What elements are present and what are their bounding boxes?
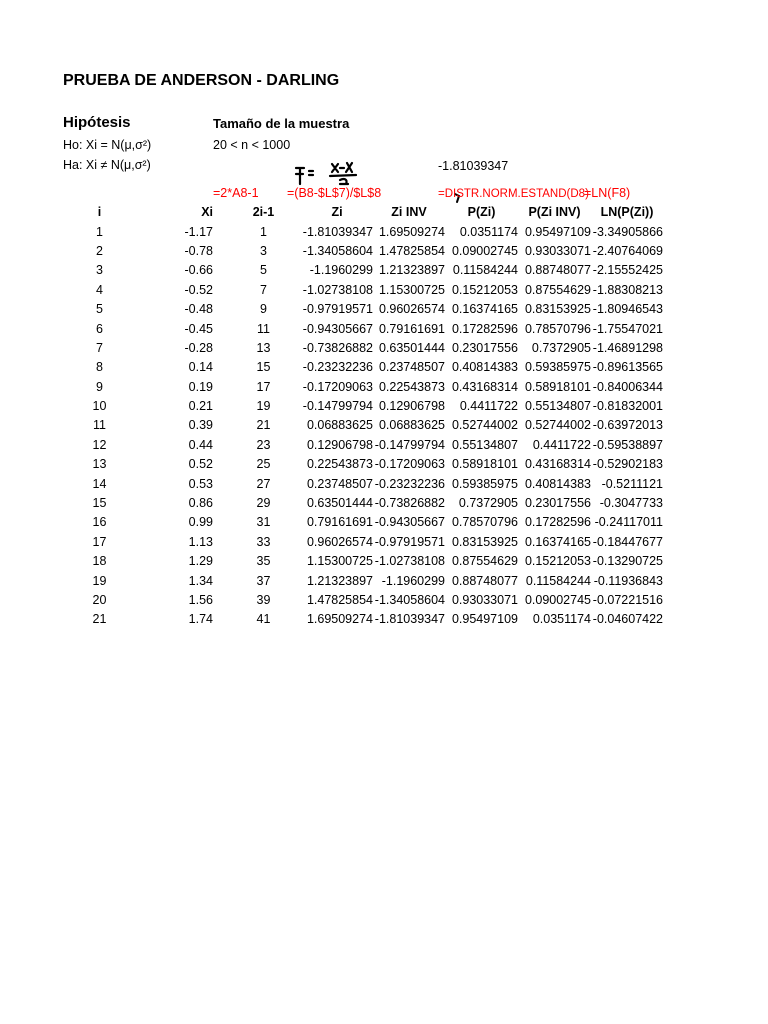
cell-p-zi: 0.23017556 <box>451 340 518 355</box>
cell-ln-p-zi: -0.13290725 <box>592 554 663 569</box>
cell-p-zi: 0.59385975 <box>451 476 518 491</box>
cell-i: 16 <box>92 515 107 530</box>
cell-ln-p-zi: -0.07221516 <box>592 593 663 607</box>
cell-2i-1: 3 <box>260 243 267 258</box>
cell-zi: 0.79161691 <box>306 515 373 530</box>
cell-p-zi: 0.93033071 <box>451 593 518 607</box>
cell-i: 18 <box>92 554 107 569</box>
cell-zi-inv: -1.34058604 <box>374 593 445 607</box>
cell-ln-p-zi: -0.89613565 <box>592 360 663 375</box>
cell-2i-1: 39 <box>256 593 271 607</box>
cell-xi: 0.21 <box>188 399 213 414</box>
cell-p-zi-inv: 0.16374165 <box>524 534 591 549</box>
cell-zi: 0.96026574 <box>306 534 373 549</box>
cell-xi: 0.86 <box>188 496 213 511</box>
table-row <box>63 358 663 377</box>
cell-xi: 1.34 <box>188 573 213 588</box>
cell-2i-1: 5 <box>260 263 267 278</box>
cell-i: 5 <box>96 302 103 317</box>
cell-xi: 1.56 <box>188 593 213 607</box>
cell-2i-1: 35 <box>256 554 271 569</box>
cell-zi-inv: 1.15300725 <box>378 282 445 297</box>
cell-ln-p-zi: -3.34905866 <box>592 224 663 239</box>
table-body <box>63 222 663 629</box>
cell-zi: 0.23748507 <box>306 476 373 491</box>
cell-2i-1: 23 <box>256 437 271 452</box>
cell-zi: 0.06883625 <box>306 418 373 433</box>
cell-i: 20 <box>92 593 107 607</box>
cell-p-zi-inv: 0.43168314 <box>524 457 591 472</box>
cell-ln-p-zi: -2.15552425 <box>592 263 663 278</box>
cell-ln-p-zi: -0.63972013 <box>592 418 663 433</box>
cell-i: 9 <box>96 379 103 394</box>
cell-i: 3 <box>96 263 103 278</box>
formula-zi: =(B8-$L$7)/$L$8 <box>287 186 382 200</box>
cell-zi: 1.21323897 <box>306 573 373 588</box>
cell-p-zi-inv: 0.52744002 <box>524 418 591 433</box>
formula-p-zi: =DISTR.NORM.ESTAND(D8) <box>438 188 589 200</box>
cell-zi-inv: -0.73826882 <box>374 496 445 511</box>
cell-i: 4 <box>96 282 103 297</box>
cell-p-zi-inv: 0.87554629 <box>524 282 591 297</box>
cell-p-zi-inv: 0.55134807 <box>524 399 591 414</box>
cell-p-zi: 0.17282596 <box>451 321 518 336</box>
cell-p-zi: 0.43168314 <box>451 379 518 394</box>
sample-size-range: 20 < n < 1000 <box>213 138 291 152</box>
cell-ln-p-zi: -0.52902183 <box>592 457 663 472</box>
null-hypothesis: Ho: Xi = N(μ,σ²) <box>63 138 152 152</box>
table-row <box>63 222 663 241</box>
cell-zi: 0.63501444 <box>306 496 373 511</box>
cell-ln-p-zi: -0.59538897 <box>592 437 663 452</box>
table-row <box>63 571 663 590</box>
cell-p-zi: 0.11584244 <box>452 263 518 278</box>
header-i: i <box>97 205 102 220</box>
cell-zi-inv: 0.63501444 <box>378 340 445 355</box>
cell-xi: 1.29 <box>188 554 213 569</box>
cell-i: 12 <box>92 437 107 452</box>
cell-2i-1: 1 <box>260 224 267 239</box>
cell-p-zi-inv: 0.09002745 <box>524 593 591 607</box>
cell-2i-1: 33 <box>256 534 271 549</box>
cell-p-zi-inv: 0.17282596 <box>524 515 591 530</box>
cell-i: 7 <box>96 340 103 355</box>
cell-xi: -0.45 <box>184 321 213 336</box>
table-row <box>63 455 663 474</box>
cell-xi: 0.99 <box>188 515 213 530</box>
cell-2i-1: 25 <box>256 457 271 472</box>
table-row <box>63 378 663 397</box>
cell-p-zi-inv: 0.7372905 <box>531 340 591 355</box>
cell-p-zi: 0.87554629 <box>451 554 518 569</box>
page-title: PRUEBA DE ANDERSON - DARLING <box>63 72 340 89</box>
cell-p-zi: 0.15212053 <box>451 282 518 297</box>
cell-p-zi-inv: 0.40814383 <box>524 476 591 491</box>
table-row <box>63 242 663 261</box>
cell-ln-p-zi: -1.75547021 <box>592 321 663 336</box>
cell-zi-inv: 1.69509274 <box>378 224 445 239</box>
sample-size-heading: Tamaño de la muestra <box>213 116 350 131</box>
anderson-darling-table <box>63 203 663 630</box>
cell-i: 14 <box>92 476 107 491</box>
formula-2i-1: =2*A8-1 <box>213 186 259 200</box>
cell-2i-1: 37 <box>256 573 271 588</box>
cell-p-zi: 0.40814383 <box>451 360 518 375</box>
cell-xi: -0.66 <box>184 263 213 278</box>
table-row <box>63 300 663 319</box>
header-p-zi: P(Zi) <box>467 205 496 220</box>
cell-2i-1: 27 <box>256 476 271 491</box>
cell-i: 15 <box>92 496 107 511</box>
cell-zi: -1.81039347 <box>302 224 373 239</box>
cell-2i-1: 41 <box>256 612 271 627</box>
header-p-zi-inv: P(Zi INV) <box>528 205 581 220</box>
cell-p-zi: 0.83153925 <box>451 534 518 549</box>
alternative-hypothesis: Ha: Xi ≠ N(μ,σ²) <box>63 158 151 172</box>
cell-p-zi: 0.4411722 <box>459 399 518 414</box>
cell-zi: 0.22543873 <box>306 457 373 472</box>
cell-zi-inv: 1.21323897 <box>378 263 445 278</box>
cell-zi: -0.17209063 <box>302 379 373 394</box>
cell-2i-1: 7 <box>260 282 267 297</box>
cell-p-zi: 0.88748077 <box>451 573 518 588</box>
cell-zi-inv: -1.1960299 <box>381 573 445 588</box>
cell-zi-inv: 0.79161691 <box>378 321 445 336</box>
cell-ln-p-zi: -0.04607422 <box>592 612 663 627</box>
cell-i: 10 <box>92 399 107 414</box>
cell-zi: -0.14799794 <box>302 399 373 414</box>
cell-2i-1: 15 <box>256 360 271 375</box>
table-row <box>63 339 663 358</box>
cell-zi-inv: 0.06883625 <box>378 418 445 433</box>
cell-p-zi-inv: 0.93033071 <box>524 243 591 258</box>
cell-2i-1: 21 <box>256 418 271 433</box>
cell-i: 6 <box>96 321 103 336</box>
cell-i: 21 <box>92 612 107 627</box>
cell-xi: -0.48 <box>184 302 213 317</box>
cell-i: 11 <box>93 418 106 433</box>
cell-xi: 1.13 <box>188 534 213 549</box>
cell-zi-inv: -0.14799794 <box>374 437 445 452</box>
cell-ln-p-zi: -0.24117011 <box>594 515 663 530</box>
cell-zi: -1.34058604 <box>302 243 373 258</box>
hypothesis-heading: Hipótesis <box>63 114 131 131</box>
cell-zi-inv: -0.94305667 <box>374 515 445 530</box>
cell-zi: -0.97919571 <box>302 302 373 317</box>
cell-p-zi: 0.78570796 <box>451 515 518 530</box>
header-2i-1: 2i-1 <box>252 205 275 220</box>
cell-p-zi-inv: 0.0351174 <box>532 612 591 627</box>
table-row <box>63 474 663 493</box>
cell-i: 19 <box>92 573 107 588</box>
cell-xi: 0.14 <box>188 360 213 375</box>
cell-i: 17 <box>92 534 107 549</box>
cell-2i-1: 13 <box>256 340 271 355</box>
cell-xi: -0.28 <box>184 340 213 355</box>
cell-ln-p-zi: -2.40764069 <box>592 243 663 258</box>
table-row <box>63 261 663 280</box>
formula-ln-p-zi: =LN(F8) <box>584 186 631 200</box>
header-zi-inv: Zi INV <box>391 205 427 220</box>
table-row <box>63 610 663 629</box>
table-header-row <box>63 203 663 222</box>
cell-zi: -0.94305667 <box>302 321 373 336</box>
cell-2i-1: 29 <box>256 496 271 511</box>
table-row <box>63 397 663 416</box>
cell-zi: 1.47825854 <box>306 593 373 607</box>
cell-p-zi-inv: 0.95497109 <box>524 224 591 239</box>
cell-zi-inv: -0.17209063 <box>374 457 445 472</box>
table-row <box>63 319 663 338</box>
cell-zi: 1.69509274 <box>306 612 373 627</box>
cell-ln-p-zi: -1.46891298 <box>592 340 663 355</box>
header-ln-p-zi: LN(P(Zi)) <box>600 205 654 220</box>
cell-i: 1 <box>96 224 103 239</box>
cell-p-zi-inv: 0.58918101 <box>524 379 591 394</box>
cell-ln-p-zi: -0.81832001 <box>592 399 663 414</box>
cell-zi-inv: -1.81039347 <box>374 612 445 627</box>
cell-p-zi-inv: 0.59385975 <box>524 360 591 375</box>
cell-zi-inv: 0.23748507 <box>378 360 445 375</box>
cell-p-zi: 0.52744002 <box>451 418 518 433</box>
header-xi: Xi <box>201 205 213 220</box>
cell-p-zi: 0.7372905 <box>458 496 518 511</box>
cell-p-zi-inv: 0.78570796 <box>524 321 591 336</box>
header-zi: Zi <box>331 205 343 220</box>
cell-2i-1: 11 <box>257 321 270 336</box>
cell-p-zi-inv: 0.11584244 <box>525 573 591 588</box>
cell-p-zi: 0.95497109 <box>451 612 518 627</box>
cell-p-zi-inv: 0.83153925 <box>524 302 591 317</box>
cell-zi: -1.1960299 <box>309 263 373 278</box>
cell-xi: -1.17 <box>184 224 213 239</box>
cell-xi: 0.19 <box>188 379 213 394</box>
cell-ln-p-zi: -0.3047733 <box>599 496 663 511</box>
cell-ln-p-zi: -0.18447677 <box>592 534 663 549</box>
cell-p-zi-inv: 0.88748077 <box>524 263 591 278</box>
table-row <box>63 281 663 300</box>
cell-zi: 0.12906798 <box>306 437 373 452</box>
table-row <box>63 552 663 571</box>
cell-xi: 1.74 <box>188 612 213 627</box>
cell-zi-inv: 0.12906798 <box>378 399 445 414</box>
cell-2i-1: 9 <box>260 302 267 317</box>
cell-p-zi: 0.55134807 <box>451 437 518 452</box>
cell-xi: -0.52 <box>184 282 213 297</box>
cell-i: 13 <box>92 457 107 472</box>
cell-xi: 0.44 <box>188 437 213 452</box>
cell-ln-p-zi: -0.11936843 <box>593 573 663 588</box>
cell-zi-inv: 0.22543873 <box>378 379 445 394</box>
cell-zi-inv: 1.47825854 <box>378 243 445 258</box>
cell-zi: -0.73826882 <box>302 340 373 355</box>
cell-zi: -1.02738108 <box>302 282 373 297</box>
table-row <box>63 513 663 532</box>
min-z-value: -1.81039347 <box>438 159 509 173</box>
cell-zi-inv: -0.97919571 <box>374 534 445 549</box>
cell-p-zi: 0.16374165 <box>451 302 518 317</box>
cell-p-zi: 0.09002745 <box>451 243 518 258</box>
table-row <box>63 494 663 513</box>
cell-zi-inv: -1.02738108 <box>374 554 445 569</box>
cell-xi: 0.53 <box>188 476 213 491</box>
cell-ln-p-zi: -0.84006344 <box>592 379 663 394</box>
cell-2i-1: 19 <box>256 399 271 414</box>
cell-p-zi-inv: 0.15212053 <box>524 554 591 569</box>
cell-2i-1: 31 <box>256 515 271 530</box>
cell-ln-p-zi: -1.80946543 <box>592 302 663 317</box>
cell-p-zi: 0.0351174 <box>459 224 518 239</box>
cell-xi: -0.78 <box>184 243 213 258</box>
table-row <box>63 416 663 435</box>
cell-xi: 0.39 <box>188 418 213 433</box>
cell-2i-1: 17 <box>256 379 271 394</box>
cell-p-zi-inv: 0.4411722 <box>532 437 591 452</box>
cell-ln-p-zi: -0.5211121 <box>601 476 663 491</box>
cell-zi-inv: -0.23232236 <box>374 476 445 491</box>
cell-xi: 0.52 <box>188 457 213 472</box>
cell-zi: 1.15300725 <box>306 554 373 569</box>
cell-zi: -0.23232236 <box>302 360 373 375</box>
cell-i: 8 <box>96 360 103 375</box>
table-row <box>63 436 663 455</box>
cell-i: 2 <box>96 243 103 258</box>
table-row <box>63 591 663 610</box>
cell-ln-p-zi: -1.88308213 <box>592 282 663 297</box>
table-row <box>63 533 663 552</box>
cell-p-zi-inv: 0.23017556 <box>524 496 591 511</box>
cell-p-zi: 0.58918101 <box>451 457 518 472</box>
cell-zi-inv: 0.96026574 <box>378 302 445 317</box>
